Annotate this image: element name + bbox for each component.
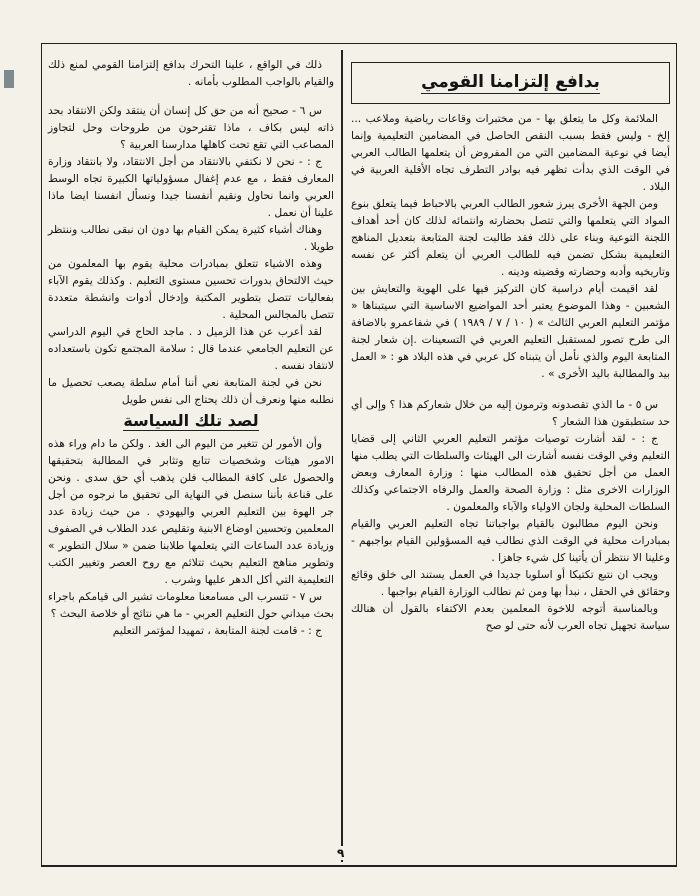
answer-7: ج : - قامت لجنة المتابعة ، تمهيدا لمؤتمر التعليم (112, 624, 322, 637)
bottom-rule (41, 866, 677, 867)
paragraph: وبالمناسبة أتوجه للاخوة المعلمين بعدم الاكتفاء بالقول أن هنالك سياسة تجهيل تجاه العرب لأنه حتى لو صح (351, 602, 670, 632)
paragraph: الملائمة وكل ما يتعلق بها - من مختبرات وقاعات رياضية وملاعب ... إلخ - وليس فقط بسبب النقص الحاصل في المضامين التعليمية وإنما أيضا في نوعية المضامين التي من المفروض أن يتعلمها الطالب العربي في الوقت الذي بدأت تظهر فيه بوادر التطرف تجاه الأقلية العربية في البلاد . (351, 112, 670, 193)
section-heading (48, 412, 334, 431)
answer-5: ج : - لقد أشارت توصيات مؤتمر التعليم العربي الثاني إلى قضايا التعليم وفي الوقت نفسه أشارت الى الهيئات والسلطات التي يطلب منها العمل من أجل تحقيق هذه المطالب منها : وزارة المعارف وبعض الوزارات الاخرى مثل : وزارة الصحة والعمل والرفاه الاجتماعي وكذلك السلطات المحلية ولجان الاولياء والآباء والمعلمون . (351, 432, 670, 513)
article-title-box (351, 62, 670, 104)
paragraph: ويجب ان نتبع تكتيكا أو اسلوبا جديدا في العمل يستند الى خلق وقائع وحقائق في الحقل ، نبدأ بها ومن ثم نطالب الوزارة القيام بواجبها . (351, 568, 670, 598)
paragraph: نحن في لجنة المتابعة نعي أننا أمام سلطة يصعب تحصيل ما نطلبه منها ونعرف أن ذلك يحتاج الى نفس طويل (48, 376, 334, 406)
question-5: س ٥ - ما الذي تقصدونه وترمون إليه من خلال شعاركم هذا ؟ وإلى أي حد ستطبقون هذا الشعار ؟ (351, 398, 670, 428)
right-column (351, 110, 670, 634)
answer-6: ج : - نحن لا نكتفي بالانتقاد من أجل الانتقاد، ولا بانتقاد وزارة المعارف فقط ، مع عدم إغفال مسؤولياتها الكبيرة تجاه الوسط العربي وانما نحاول ونقيم أنفسنا جيدا ونسأل انفسنا ايضا ماذا علينا أن نعمل . (48, 155, 334, 219)
article-title: بدافع إلتزامنا القومي (421, 72, 600, 92)
paragraph: لقد أعرب عن هذا الزميل د . ماجد الحاج في اليوم الدراسي عن التعليم الجامعي عندما قال : سلامة المجتمع تكون باستعداده لانتقاد نفسه . (48, 325, 334, 372)
paragraph: وهذه الاشياء تتعلق بمبادرات محلية يقوم بها المعلمون من حيث الالتحاق بدورات تحسين مستوى التعليم . وكذلك يقوم الآباء بفعاليات تتصل بتطوير المكتبة وإدخال أدوات وانشطة متعددة تتصل بالمجالس المحلية . (48, 257, 334, 321)
left-column (48, 56, 334, 639)
section-title: لصد تلك السياسة (123, 411, 259, 430)
question-6: س ٦ - صحيح أنه من حق كل إنسان أن ينتقد ولكن الانتقاد بحد ذاته ليس بكاف ، ماذا تقترحون من طروحات وحل لتجاوز المصاعب التي تقع تحت كاهلها مدارسنا العربية ؟ (48, 104, 334, 151)
paragraph: ذلك في الواقع ، علينا التحرك بدافع إلتزامنا القومي لمنع ذلك والقيام بالواجب المطلوب بأمانه . (48, 58, 334, 88)
paragraph: ونحن اليوم مطالبون بالقيام بواجباتنا تجاه التعليم العربي والقيام بمبادرات محلية في الوقت الذي نطالب فيه المسؤولين القيام بواجبهم - وعلينا الا ننتظر أن يأتينا كل شيء جاهزا . (351, 517, 670, 564)
paragraph: لقد اقيمت أيام دراسية كان التركيز فيها على الهوية والتعايش بين الشعبين - وهذا الموضوع يعتبر أحد المواضيع الاساسية التي سيتبناها « مؤتمر التعليم العربي الثالث » ( ١٠ / ٧ / ١٩٨٩ ) في شفاعمرو بالاضافة الى طرح تصور لمستقبل التعليم العربي في التسعينات .إن شعار لجنة المتابعة اليوم والذي نأمل أن يتبناه كل عربي في هذه البلاد هو : « العمل بيد والمطالبة باليد الأخرى » . (351, 282, 670, 380)
paragraph: وهناك أشياء كثيرة يمكن القيام بها دون ان نبقى نطالب وننتظر طويلا . (48, 223, 334, 253)
page-number: ٩ (334, 846, 347, 860)
paragraph: ومن الجهة الأخرى يبرز شعور الطالب العربي بالاحباط فيما يتعلق بنوع المواد التي يتعلمها والتي تتصل بحضارته وانتمائه لذلك كان أحد أهداف اللجنة التوعية وبناء على ذلك فقد طالبت لجنة المتابعة بتعديل المناهج التعليمية بشكل تضمن فيه للطالب العربي أن يتعلم أكثر عن نفسه وتاريخيه وأدبه وحضارته وقضيته ودينه . (351, 197, 670, 278)
question-7: س ٧ - تتسرب الى مسامعنا معلومات تشير الى قيامكم باجراء بحث ميداني حول التعليم العربي - ما هي نتائج أو خلاصة البحث ؟ (48, 590, 334, 620)
column-divider (341, 50, 343, 862)
paragraph: وأن الأمور لن تتغير من اليوم الى الغد . ولكن ما دام وراء هذه الامور هيئات وشخصيات تتابع وتثابر في المطالبة بتحقيقها والحصول على كافة المطالب فلن يذهب أي حق سدى . ونحن على قناعة بأننا سنصل في النهاية الى تحقيق ما نرجوه من أجل جر الهوة بين التعليم العربي واليهودي . من حيث زيادة عدد المعلمين وتحسين اوضاع الابنية وتقليص عدد الطلاب في الصفوف وزيادة عدد الساعات التي يتعلمها طلابنا ضمن « سلال التطوير » وتطوير مناهج التعليم بحيث تتلائم مع روح العصر وتغيير الكتب التعليمية التي أكل الدهر عليها وشرب . (48, 437, 334, 586)
binding-mark (4, 70, 14, 88)
